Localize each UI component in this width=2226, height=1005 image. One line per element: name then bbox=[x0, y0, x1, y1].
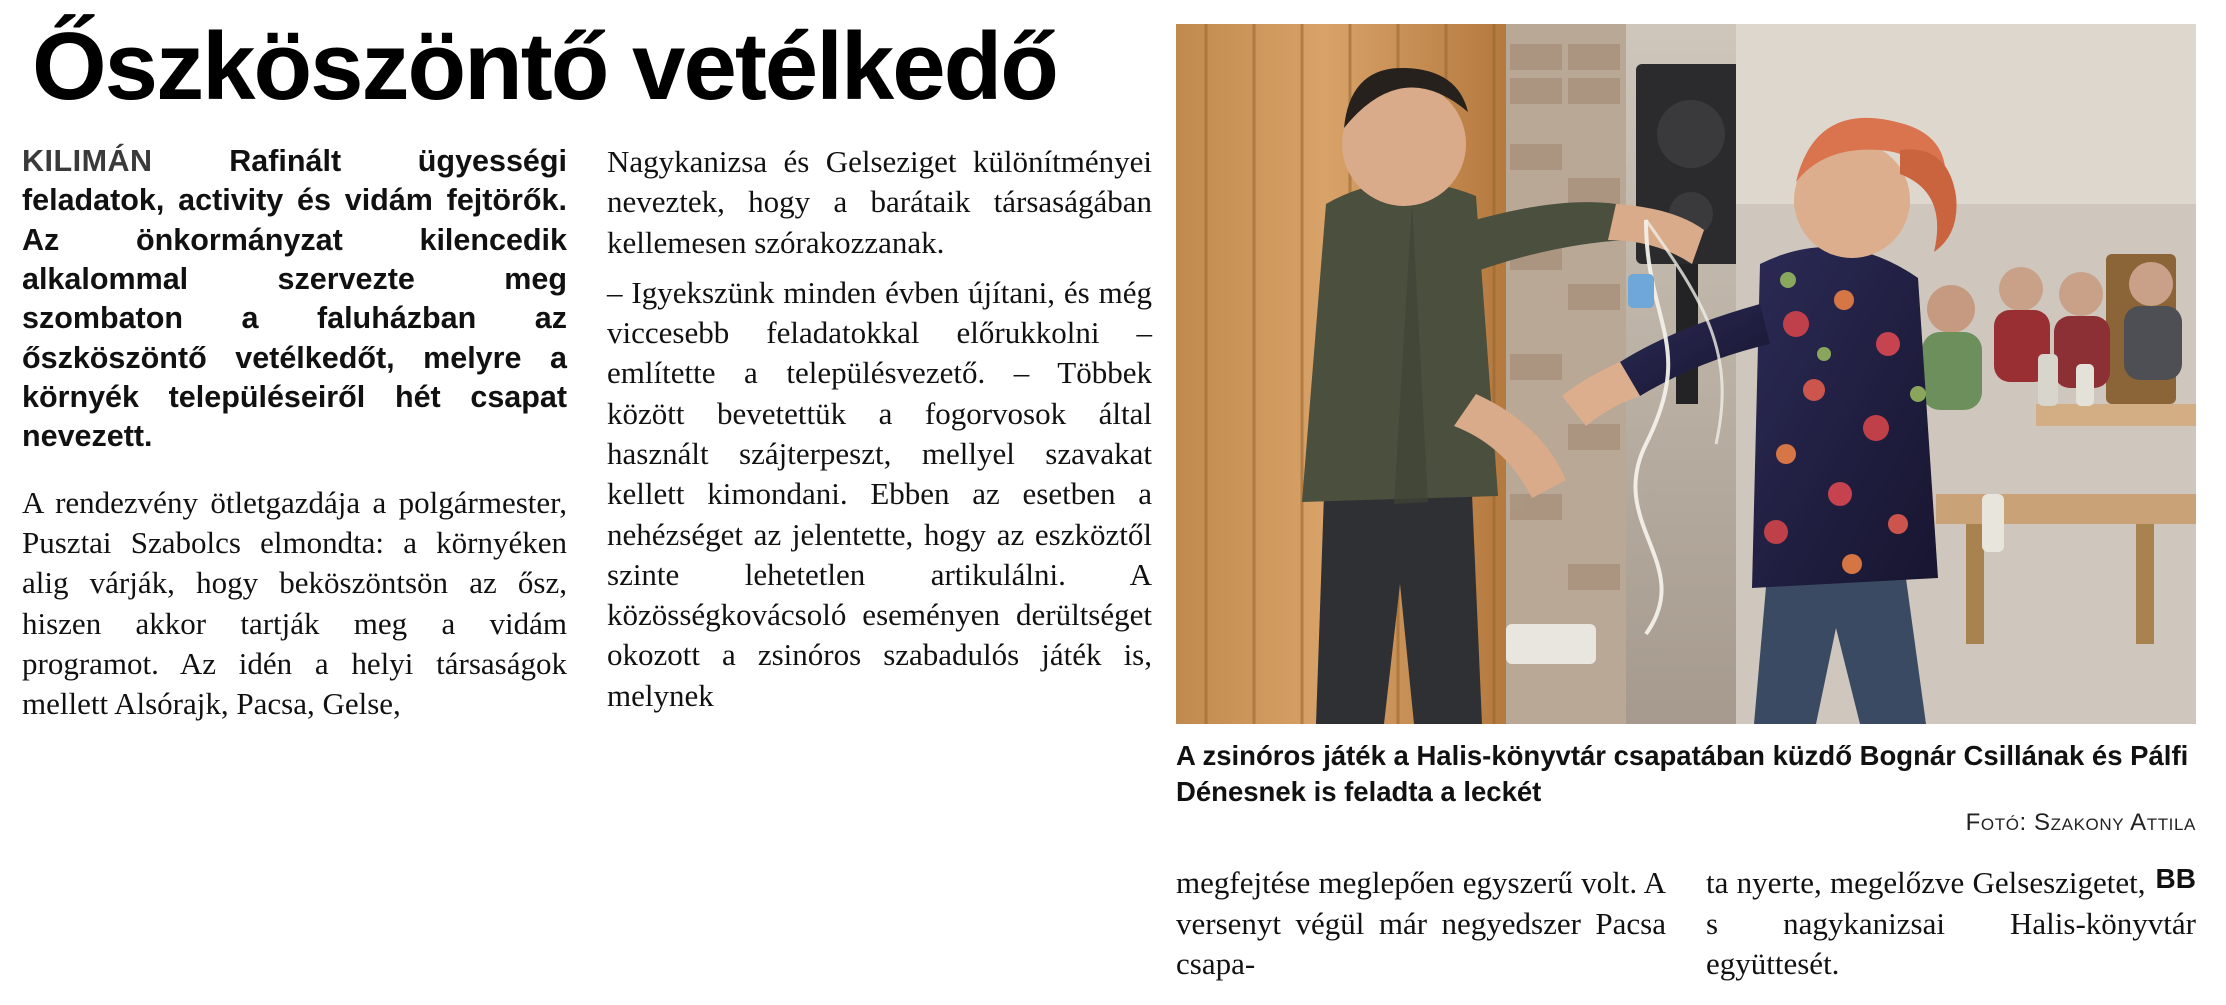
author-initials: BB bbox=[2155, 863, 2196, 895]
photo-column bbox=[1176, 24, 2196, 988]
page-title: Őszköszöntő vetélkedő bbox=[32, 13, 1057, 120]
body-paragraph: ta nyerte, megelőzve Gelseszigetet, s nagykanizsai Halis-könyvtár együttesét. bbox=[1706, 865, 2196, 981]
photo-illustration bbox=[1176, 24, 2196, 724]
column-4 bbox=[1706, 863, 2196, 988]
article-layout bbox=[22, 142, 2204, 988]
column-1 bbox=[22, 142, 567, 729]
photo-caption: A zsinóros játék a Halis-könyvtár csapatában küzdő Bognár Csillának és Pálfi Dénesnek is feladta a leckét bbox=[1176, 739, 2189, 807]
lead-paragraph bbox=[22, 142, 567, 457]
article-photo bbox=[1176, 24, 2196, 724]
column-3 bbox=[1176, 863, 1666, 988]
text-columns bbox=[22, 142, 1152, 729]
column-2 bbox=[607, 142, 1152, 729]
body-paragraph: – Igyekszünk minden évben újítani, és még viccesebb feladatokkal előrukkolni – említette a településvezető. – Többek között bevetettük a fogorvosok által használt szájterpeszt, mellyel szavakat kellett kimondani. Ebben az esetben a nehézséget az jelentette, hogy az eszköztől szinte lehetetlen artikulálni. A közösségkovácsoló eseményen derültséget okozott a zsinóros szabadulós játék is, melynek bbox=[607, 274, 1152, 713]
photo-credit: Fotó: Szakony Attila bbox=[1965, 809, 2196, 837]
body-paragraph: Nagykanizsa és Gelseziget különítményei neveztek, hogy a barátaik társaságában kellemesen szórakozzanak. bbox=[607, 143, 1152, 260]
lower-text-columns bbox=[1176, 863, 2196, 988]
photo-credit-row bbox=[1176, 809, 2196, 837]
body-paragraph: A rendezvény ötletgazdája a polgármester, Pusztai Szabolcs elmondta: a környéken alig várják, hogy beköszöntsön az ősz, hiszen akkor tartják meg a vidám programot. Az idén a helyi társaságok mellett Alsórajk, Pacsa, Gelse, bbox=[22, 484, 567, 722]
body-paragraph: megfejtése meglepően egyszerű volt. A versenyt végül már negyedszer Pacsa csapa- bbox=[1176, 865, 1666, 981]
lead-text: Rafinált ügyességi feladatok, activity és vidám fejtörők. Az önkormányzat kilencedik alkalommal szervezte meg szombaton a faluházban az őszköszöntő vetélkedőt, melyre a környék településeiről hét csapat nevezett. bbox=[22, 143, 567, 454]
dateline-kicker: KILIMÁN bbox=[22, 143, 153, 178]
